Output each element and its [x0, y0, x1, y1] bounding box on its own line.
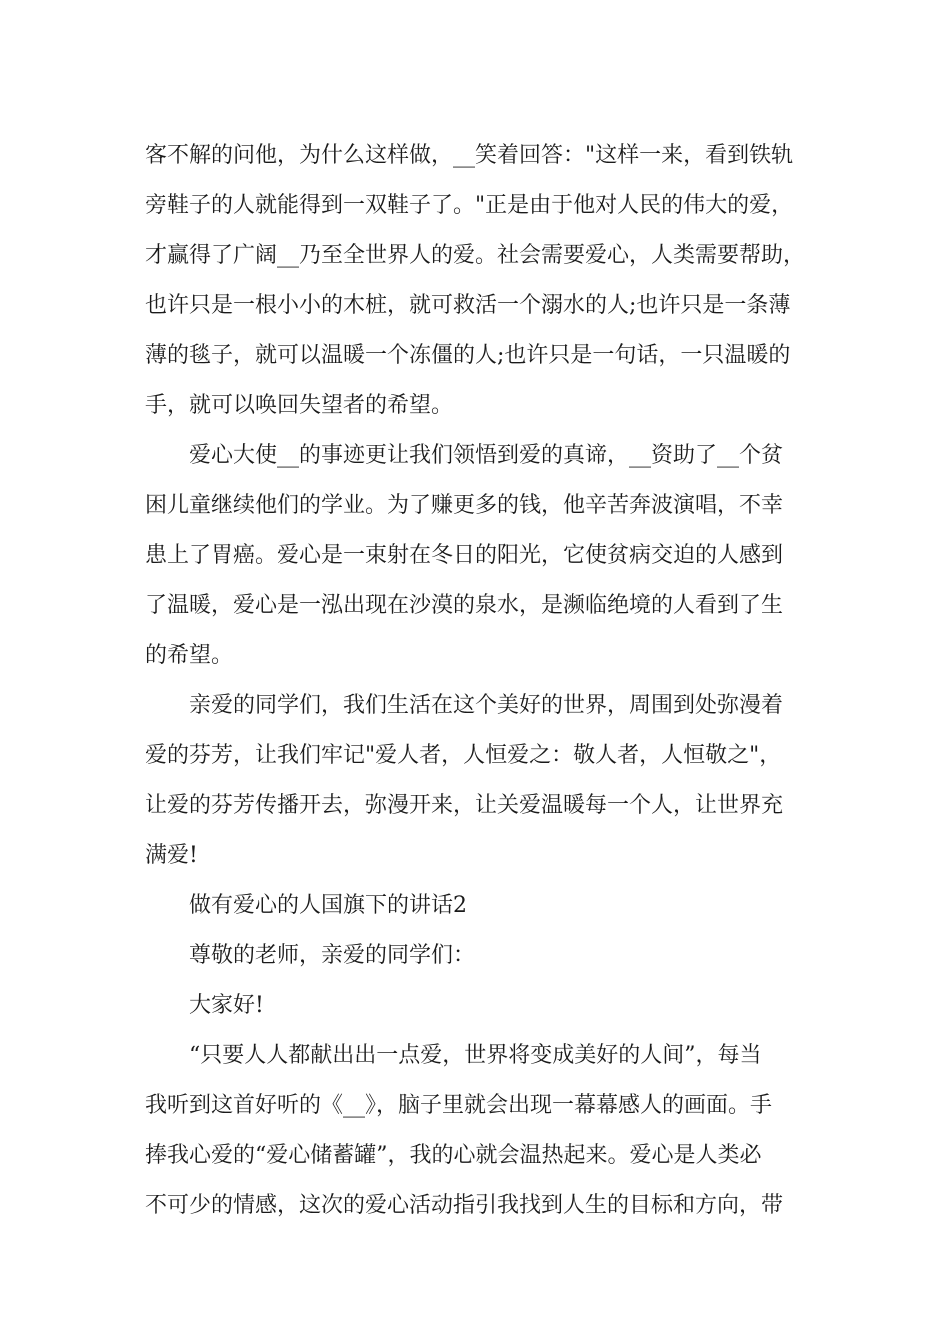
text-line: 做有爱心的人国旗下的讲话2 — [189, 893, 467, 918]
text-line: 困儿童继续他们的学业。为了赚更多的钱，他辛苦奔波演唱，不幸 — [145, 493, 784, 518]
text-line: 也许只是一根小小的木桩，就可救活一个溺水的人;也许只是一条薄 — [145, 293, 791, 318]
text-line: 才赢得了广阔__乃至全世界人的爱。社会需要爱心，人类需要帮助， — [145, 243, 806, 268]
text-line: 爱的芬芳，让我们牢记"爱人者，人恒爱之：敬人者，人恒敬之"， — [145, 743, 782, 768]
document-body — [145, 131, 825, 1231]
text-line: 薄的毯子，就可以温暖一个冻僵的人;也许只是一句话，一只温暖的 — [145, 343, 791, 368]
text-line: 手，就可以唤回失望者的希望。 — [145, 393, 454, 418]
text-line: 旁鞋子的人就能得到一双鞋子了。"正是由于他对人民的伟大的爱， — [145, 193, 794, 218]
text-line: 捧我心爱的“爱心储蓄罐”，我的心就会温热起来。爱心是人类必 — [145, 1143, 762, 1168]
text-line: 了温暖，爱心是一泓出现在沙漠的泉水，是濒临绝境的人看到了生 — [145, 593, 784, 618]
text-line: 让爱的芬芳传播开去，弥漫开来，让关爱温暖每一个人，让世界充 — [145, 793, 784, 818]
text-line: 满爱! — [145, 843, 198, 868]
text-line: 的希望。 — [145, 643, 234, 668]
text-line: 亲爱的同学们，我们生活在这个美好的世界，周围到处弥漫着 — [189, 693, 784, 718]
text-line: 大家好! — [189, 993, 264, 1018]
text-line: 我听到这首好听的《__》，脑子里就会出现一幕幕感人的画面。手 — [145, 1093, 773, 1118]
text-line: “只要人人都献出出一点爱，世界将变成美好的人间”，每当 — [189, 1043, 762, 1068]
text-line: 客不解的问他，为什么这样做，__笑着回答："这样一来，看到铁轨 — [145, 143, 794, 168]
text-line: 不可少的情感，这次的爱心活动指引我找到人生的目标和方向，带 — [145, 1193, 784, 1218]
text-line: 尊敬的老师，亲爱的同学们： — [189, 943, 476, 968]
text-line: 患上了胃癌。爱心是一束射在冬日的阳光，它使贫病交迫的人感到 — [145, 543, 784, 568]
text-line: 爱心大使__的事迹更让我们领悟到爱的真谛，__资助了__个贫 — [189, 443, 784, 468]
